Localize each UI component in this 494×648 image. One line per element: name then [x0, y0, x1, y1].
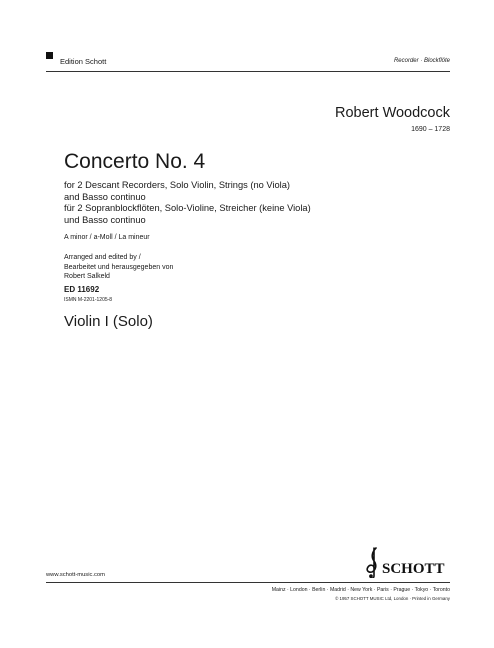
subtitle	[64, 180, 311, 226]
composer-name: Robert Woodcock	[335, 105, 450, 121]
page-title: Concerto No. 4	[64, 150, 206, 173]
copyright-notice: © 1957 SCHOTT MUSIC Ltd, London · Printed in Germany	[335, 596, 450, 601]
key-signature: A minor / a-Moll / La mineur	[64, 234, 150, 241]
instrument-label: Recorder · Blockflöte	[393, 58, 450, 64]
footer-rule	[46, 582, 450, 583]
schott-logo	[362, 546, 452, 578]
logo-wordmark: SCHOTT	[382, 561, 445, 577]
edition-label: Edition Schott	[60, 57, 107, 66]
clef-icon	[367, 548, 376, 578]
subtitle-line: and Basso continuo	[64, 191, 146, 202]
arranger-credit	[64, 253, 173, 282]
ismn-number: ISMN M-2201-1205-8	[64, 297, 113, 303]
publisher-cities: Mainz · London · Berlin · Madrid · New York · Paris · Prague · Tokyo · Toronto	[271, 587, 450, 593]
part-name: Violin I (Solo)	[64, 313, 153, 330]
arranger-line: Bearbeitet und herausgegeben von	[64, 263, 174, 271]
header-rule	[46, 71, 450, 72]
composer-dates: 1690 – 1728	[411, 126, 450, 133]
website-link[interactable]: www.schott-music.com	[46, 572, 105, 578]
subtitle-line: for 2 Descant Recorders, Solo Violin, Strings (no Viola)	[64, 180, 290, 190]
edition-square-mark	[46, 52, 53, 59]
subtitle-line: für 2 Sopranblockflöten, Solo-Violine, Streicher (keine Viola)	[64, 203, 311, 214]
arranger-line: Arranged and edited by /	[64, 254, 141, 261]
edition-number: ED 11692	[64, 285, 100, 294]
subtitle-line: und Basso continuo	[64, 214, 146, 225]
arranger-name: Robert Salkeld	[64, 273, 110, 281]
